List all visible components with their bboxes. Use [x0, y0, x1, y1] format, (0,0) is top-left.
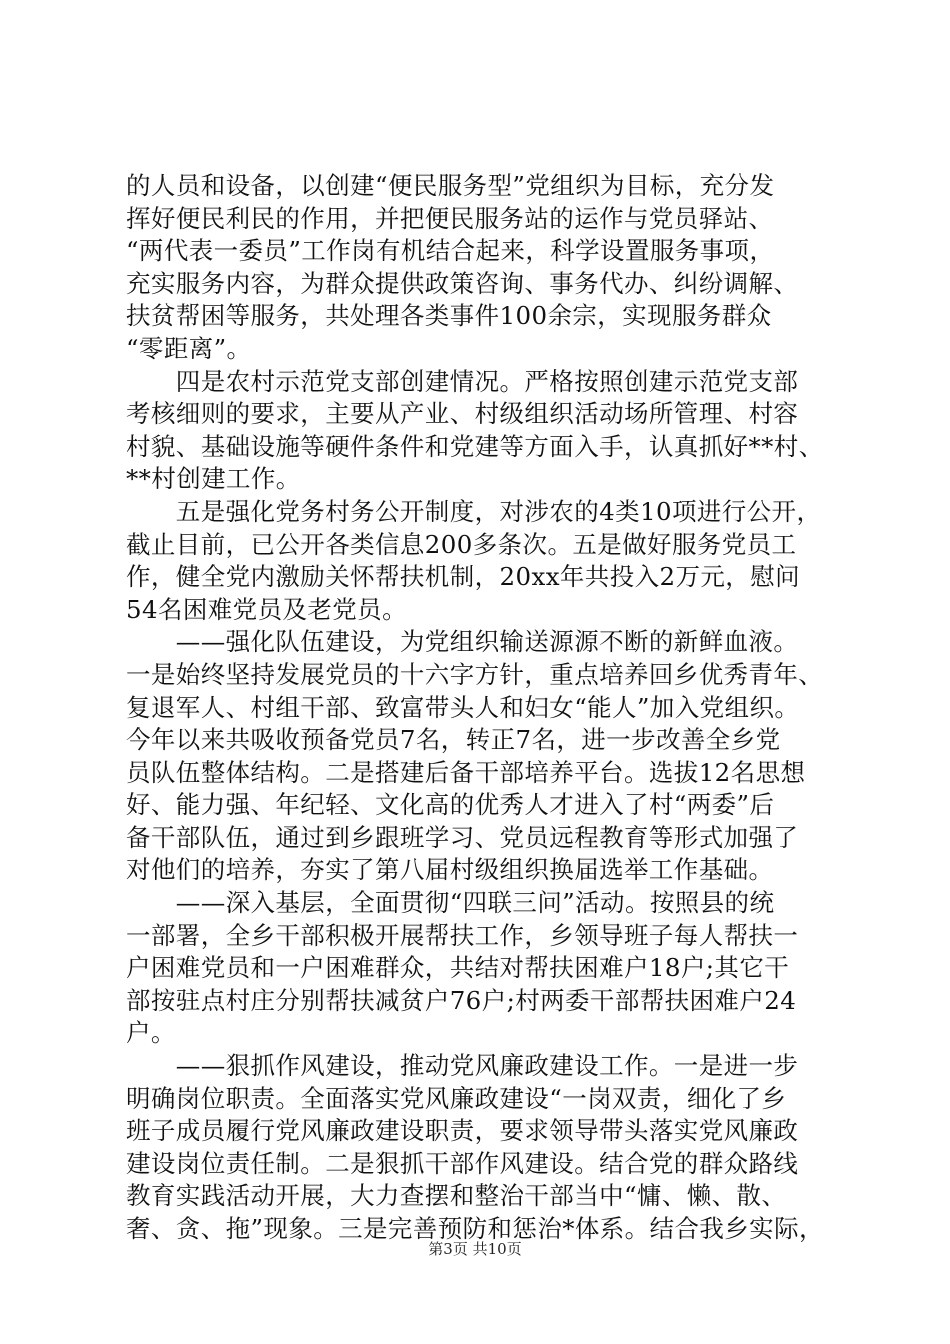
text-line: 备干部队伍，通过到乡跟班学习、党员远程教育等形式加强了: [126, 822, 799, 852]
text-line: 复退军人、村组干部、致富带头人和妇女“能人”加入党组织。: [126, 692, 800, 722]
text-line: 员队伍整体结构。二是搭建后备干部培养平台。选拔12名思想: [126, 757, 806, 787]
text-line: 五是强化党务村务公开制度，对涉农的4类10项进行公开，: [126, 496, 822, 526]
text-line: 充实服务内容，为群众提供政策咨询、事务代办、纠纷调解、: [126, 268, 799, 298]
text-line: 作，健全党内激励关怀帮扶机制，20xx年共投入2万元，慰问: [126, 562, 800, 592]
text-line: 考核细则的要求，主要从产业、村级组织活动场所管理、村容: [126, 399, 799, 429]
text-line: “零距离”。: [126, 333, 252, 363]
text-line: 好、能力强、年纪轻、文化高的优秀人才进入了村“两委”后: [126, 790, 775, 820]
text-line: 今年以来共吸收预备党员7名，转正7名，进一步改善全乡党: [126, 725, 781, 755]
text-line: 建设岗位责任制。二是狠抓干部作风建设。结合党的群众路线: [126, 1148, 799, 1178]
text-line: ——强化队伍建设，为党组织输送源源不断的新鲜血液。: [126, 627, 799, 657]
document-body: [126, 170, 846, 1246]
text-line: 54名困难党员及老党员。: [126, 594, 407, 624]
text-line: 一部署，全乡干部积极开展帮扶工作，乡领导班子每人帮扶一: [126, 920, 799, 950]
text-line: “两代表一委员”工作岗有机结合起来，科学设置服务事项，: [126, 236, 775, 266]
text-line: 截止目前，已公开各类信息200多条次。五是做好服务党员工: [126, 529, 797, 559]
text-line: 户。: [126, 1018, 176, 1048]
text-line: 教育实践活动开展，大力查摆和整治干部当中“慵、懒、散、: [126, 1181, 787, 1211]
text-line: 部按驻点村庄分别帮扶减贫户76户;村两委干部帮扶困难户24: [126, 985, 797, 1015]
text-line: ——深入基层，全面贯彻“四联三问”活动。按照县的统: [126, 888, 775, 918]
text-line: 明确岗位职责。全面落实党风廉政建设“一岗双责，细化了乡: [126, 1083, 787, 1113]
text-line: ——狠抓作风建设，推动党风廉政建设工作。一是进一步: [126, 1051, 799, 1081]
text-line: 村貌、基础设施等硬件条件和党建等方面入手，认真抓好**村、: [126, 431, 824, 461]
text-line: 扶贫帮困等服务，共处理各类事件100余宗，实现服务群众: [126, 301, 772, 331]
text-line: 对他们的培养，夯实了第八届村级组织换届选举工作基础。: [126, 855, 774, 885]
text-line: 挥好便民利民的作用，并把便民服务站的运作与党员驿站、: [126, 203, 774, 233]
text-line: 奢、贪、拖”现象。三是完善预防和惩治*体系。结合我乡实际，: [126, 1214, 824, 1243]
page-number-footer: 第3页 共10页: [428, 1240, 522, 1258]
text-line: 户困难党员和一户困难群众，共结对帮扶困难户18户;其它干: [126, 953, 790, 983]
text-line: 的人员和设备，以创建“便民服务型”党组织为目标，充分发: [126, 171, 775, 200]
text-line: **村创建工作。: [126, 464, 301, 494]
text-line: 四是农村示范党支部创建情况。严格按照创建示范党支部: [126, 366, 799, 396]
text-line: 班子成员履行党风廉政建设职责，要求领导带头落实党风廉政: [126, 1116, 799, 1146]
text-line: 一是始终坚持发展党员的十六字方针，重点培养回乡优秀青年、: [126, 659, 824, 689]
